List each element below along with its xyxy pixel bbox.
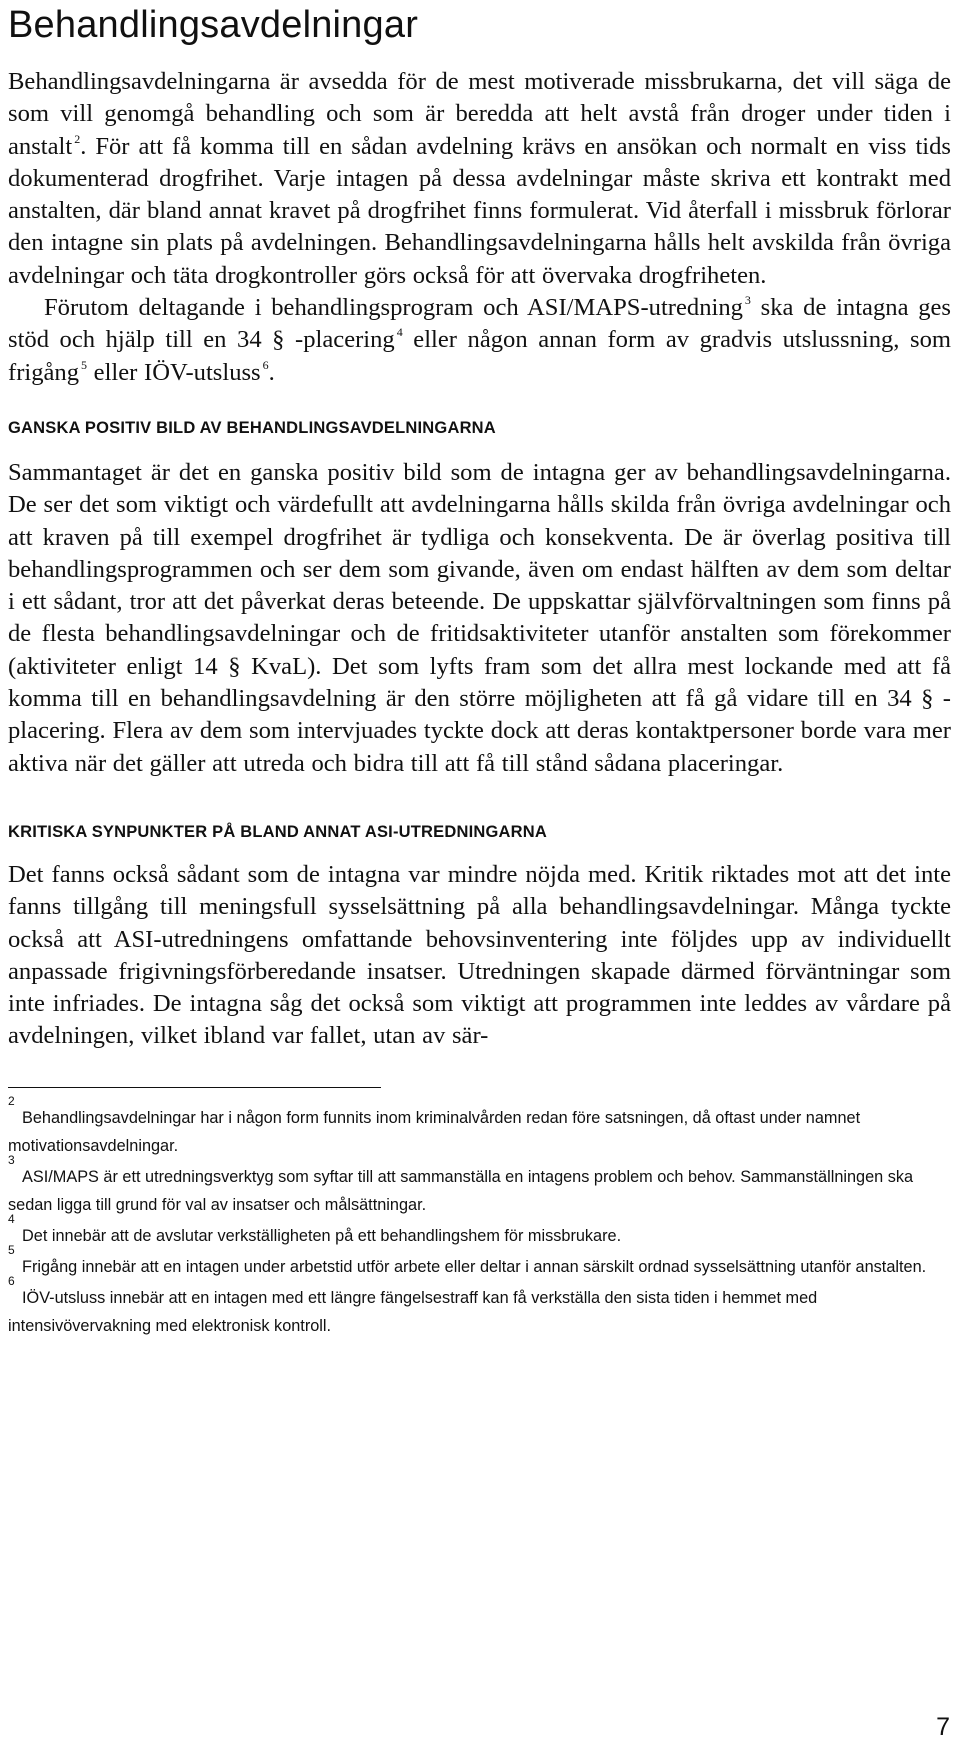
footnote-item: [8, 1273, 951, 1340]
page-title: Behandlingsavdelningar: [8, 4, 419, 46]
footnote-text: IÖV-utsluss innebär att en intagen med ett längre fängelsestraff kan få verkställa den sista tiden i hemmet med intensivövervakning med elektronisk kontroll.: [8, 1288, 818, 1335]
footnote-ref-5[interactable]: 5: [81, 357, 88, 372]
footnote-number: 3: [8, 1152, 15, 1167]
footnote-ref-6[interactable]: 6: [262, 357, 269, 372]
footnote-ref-2[interactable]: 2: [74, 131, 81, 146]
footnote-number: 2: [8, 1093, 15, 1108]
footnote-item: [8, 1152, 951, 1219]
intro2-text-part-c: eller någon annan form av gradvis utslussning, som frigång: [8, 326, 951, 386]
intro-paragraph-1: [8, 66, 951, 292]
intro2-text-part-a: Förutom deltagande i behandlingsprogram och ASI/MAPS-utredning: [44, 294, 743, 322]
footnote-ref-4[interactable]: 4: [396, 325, 403, 340]
section-paragraph-critical: Det fanns också sådant som de intagna var mindre nöjda med. Kritik riktades mot att det inte fanns tillgång till meningsfull sysselsättning på alla behandlingsavdelningar. Många tyckte också att ASI-utredningens omfattande behovsinventering inte följdes upp av individuellt anpassade frigivningsförberedande insatser. Utredningen skapade därmed förväntningar som inte infriades. De intagna såg det också som viktigt att programmen inte leddes av vårdare på avdelningen, vilket ibland var fallet, utan av sär-: [8, 860, 951, 1050]
footnote-divider: [8, 1087, 381, 1088]
intro-text-part-a: Behandlingsavdelningarna är avsedda för de mest motiverade missbrukarna, det vill säga de som vill genomgå behandling och som är beredda att helt avstå från droger under tiden i anstalt: [8, 68, 951, 160]
intro2-text-part-e: .: [268, 358, 275, 386]
intro-text-part-b: . För att få komma till en sådan avdelning krävs en ansökan och normalt en viss tids dokumenterad drogfrihet. Varje intagen på dessa avdelningar måste skriva ett kontrakt med anstalten, där bland annat kravet på drogfrihet finns formulerat. Vid återfall i missbruk förlorar den intagne sin plats på avdelningen. Behandlingsavdelningarna hålls helt avskilda från övriga avdelningar och täta drogkontroller görs också för att övervaka drogfriheten.: [8, 132, 951, 289]
footnote-number: 5: [8, 1242, 15, 1257]
footnote-item: [8, 1093, 951, 1160]
footnote-text: Det innebär att de avslutar verkställigheten på ett behandlingshem för missbrukare.: [22, 1226, 622, 1245]
footnotes: [8, 1093, 951, 1340]
footnote-text: Behandlingsavdelningar har i någon form funnits inom kriminalvården redan före satsningen, då oftast under namnet motivationsavdelningar.: [8, 1108, 861, 1155]
footnote-text: Frigång innebär att en intagen under arbetstid utför arbete eller deltar i annan särskilt ordnad sysselsättning utanför anstalten.: [22, 1257, 927, 1276]
page-number: 7: [936, 1713, 950, 1741]
footnote-item: [8, 1242, 951, 1281]
intro2-text-part-d: eller IÖV-utsluss: [87, 358, 261, 386]
footnote-text: ASI/MAPS är ett utredningsverktyg som syftar till att sammanställa en intagens problem och behov. Sammanställningen ska sedan ligga till grund för val av insatser och målsättningar.: [8, 1167, 914, 1214]
section-paragraph-positive: Sammantaget är det en ganska positiv bild som de intagna ger av behandlingsavdelningarna. De ser det som viktigt och värdefullt att avdelningarna hålls skilda från övriga avdelningar och att kraven på till exempel drogfrihet är tydliga och konsekventa. De är överlag positiva till behandlingsprogrammen och ser dem som givande, även om endast hälften av dem som deltar i ett sådant, tror att det påverkat deras beteende. De uppskattar självförvaltningen som finns på de flesta behandlingsavdelningar och de fritidsaktiviteter utanför anstalten som förekommer (aktiviteter enligt 14 § KvaL). Det som lyfts fram som det allra mest lockande med att få komma till en behandlingsavdelning är den större möjligheten att få gå vidare till en 34 § -placering. Flera av dem som intervjuades tyckte dock att deras kontaktpersoner borde vara mer aktiva när det gäller att utreda och bidra till att få till stånd sådana placeringar.: [8, 458, 951, 777]
footnote-item: [8, 1211, 951, 1250]
section-heading-critical: KRITISKA SYNPUNKTER PÅ BLAND ANNAT ASI-UTREDNINGARNA: [8, 822, 548, 841]
footnote-ref-3[interactable]: 3: [744, 293, 751, 308]
footnote-number: 4: [8, 1211, 15, 1226]
intro-paragraph-2: [8, 292, 951, 389]
footnote-number: 6: [8, 1273, 15, 1288]
section-heading-positive: GANSKA POSITIV BILD AV BEHANDLINGSAVDELNINGARNA: [8, 418, 496, 437]
intro2-text-part-b: ska de intagna ges stöd och hjälp till en 34 § -placering: [8, 294, 951, 354]
